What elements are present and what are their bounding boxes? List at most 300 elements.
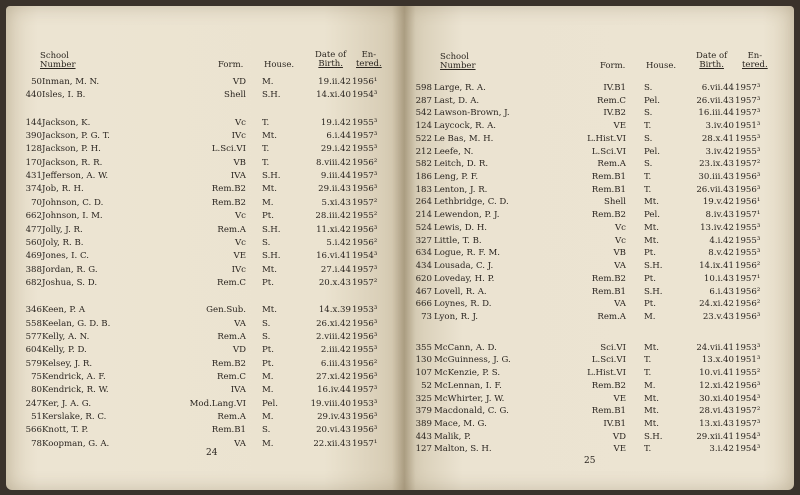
student-name: Jefferson, A. W. bbox=[42, 171, 109, 182]
student-name: Lousada, C. J. bbox=[434, 261, 494, 272]
student-name: Keelan, G. D. B. bbox=[42, 318, 111, 329]
form-value: Rem.B1 bbox=[591, 286, 626, 297]
house-value: S.H. bbox=[644, 286, 663, 297]
school-number: 558 bbox=[25, 318, 42, 329]
student-name: Joshua, S. D. bbox=[42, 277, 98, 288]
school-number: 582 bbox=[415, 159, 432, 170]
header-dob-line1: Date of bbox=[315, 50, 347, 60]
form-value: Rem.A bbox=[217, 224, 246, 235]
entered-value: 1957³ bbox=[352, 171, 378, 182]
header-school-number bbox=[40, 52, 76, 70]
entered-value: 1956² bbox=[352, 358, 378, 369]
student-name: Isles, I. B. bbox=[42, 90, 86, 101]
date-of-birth: 3.iv.42 bbox=[705, 146, 734, 157]
student-name: Lyon, R. J. bbox=[434, 311, 479, 322]
student-row bbox=[404, 146, 794, 158]
student-name: Kelly, P. D. bbox=[42, 345, 87, 356]
date-of-birth: 20.vi.43 bbox=[316, 425, 351, 436]
date-of-birth: 13.x.40 bbox=[701, 355, 734, 366]
header-school-line2: Number bbox=[440, 61, 476, 71]
school-number: 327 bbox=[415, 235, 432, 246]
student-name: Leng, P. F. bbox=[434, 172, 479, 183]
student-row bbox=[404, 120, 794, 132]
school-number: 560 bbox=[25, 237, 42, 248]
student-name: Kelly, A. N. bbox=[42, 331, 90, 342]
student-row bbox=[6, 183, 404, 195]
form-value: L.Hist.VI bbox=[587, 368, 626, 379]
school-number: 73 bbox=[421, 311, 432, 322]
house-value: M. bbox=[644, 311, 656, 322]
entered-value: 1955³ bbox=[735, 146, 761, 157]
form-value: Rem.A bbox=[597, 159, 626, 170]
date-of-birth: 14.ix.41 bbox=[699, 261, 734, 272]
house-value: Pt. bbox=[644, 273, 656, 284]
student-row bbox=[6, 398, 404, 410]
date-of-birth: 14.xi.40 bbox=[316, 90, 351, 101]
entered-value: 1956³ bbox=[352, 372, 378, 382]
date-of-birth: 12.xi.42 bbox=[699, 380, 734, 391]
date-of-birth: 5.xi.43 bbox=[321, 197, 351, 208]
date-of-birth: 29.iv.43 bbox=[317, 412, 351, 423]
student-name: Leefe, N. bbox=[434, 146, 474, 157]
date-of-birth: 24.xi.42 bbox=[699, 299, 734, 310]
date-of-birth: 8.v.42 bbox=[708, 248, 734, 259]
house-value: Mt. bbox=[644, 419, 659, 429]
date-of-birth: 28.x.41 bbox=[701, 133, 734, 144]
student-row bbox=[404, 171, 794, 183]
house-value: T. bbox=[262, 157, 270, 168]
student-name: Lewis, D. H. bbox=[434, 222, 488, 233]
entered-value: 1955³ bbox=[735, 133, 761, 144]
entered-value: 1955³ bbox=[352, 117, 378, 128]
school-number: 374 bbox=[25, 184, 42, 195]
header-date-of-birth bbox=[696, 52, 727, 70]
student-name: Kendrick, A. F. bbox=[42, 372, 106, 382]
form-value: VB bbox=[233, 157, 246, 168]
student-row bbox=[6, 237, 404, 249]
house-value: M. bbox=[262, 385, 274, 396]
school-number: 443 bbox=[415, 431, 432, 442]
student-row bbox=[6, 264, 404, 276]
date-of-birth: 10.vi.41 bbox=[699, 368, 734, 379]
date-of-birth: 9.iii.44 bbox=[320, 171, 351, 182]
student-name: Joly, R. B. bbox=[42, 237, 84, 248]
student-row bbox=[6, 130, 404, 142]
school-number: 51 bbox=[31, 412, 42, 423]
date-of-birth: 6.vii.44 bbox=[701, 83, 734, 93]
school-number: 542 bbox=[415, 108, 432, 119]
student-name: Jackson, R. R. bbox=[42, 157, 103, 168]
entered-value: 1953³ bbox=[735, 342, 761, 353]
entered-value: 1957³ bbox=[352, 131, 378, 142]
house-value: Pt. bbox=[262, 277, 274, 288]
date-of-birth: 8.viii.42 bbox=[316, 157, 351, 168]
entered-value: 1954³ bbox=[735, 444, 761, 455]
page-number: 25 bbox=[584, 456, 596, 466]
date-of-birth: 11.xi.42 bbox=[316, 224, 351, 235]
student-row bbox=[404, 95, 794, 107]
entered-value: 1955³ bbox=[735, 222, 761, 233]
date-of-birth: 19.ii.42 bbox=[318, 77, 351, 87]
entered-value: 1954³ bbox=[735, 393, 761, 404]
school-number: 666 bbox=[415, 299, 432, 310]
form-value: Vc bbox=[614, 235, 626, 246]
entered-value: 1957³ bbox=[352, 385, 378, 396]
house-value: Pel. bbox=[644, 146, 660, 157]
student-name: McWhirter, J. W. bbox=[434, 393, 505, 404]
student-name: Loveday, H. P. bbox=[434, 273, 495, 284]
student-row bbox=[404, 222, 794, 234]
form-value: Rem.A bbox=[597, 311, 626, 322]
school-number: 598 bbox=[415, 83, 432, 93]
form-value: VA bbox=[614, 299, 626, 310]
entered-value: 1953³ bbox=[352, 398, 378, 409]
house-value: Mt. bbox=[644, 342, 659, 353]
school-number: 212 bbox=[415, 146, 432, 157]
house-value: Pt. bbox=[644, 299, 656, 310]
student-row bbox=[6, 438, 404, 450]
house-value: Mt. bbox=[262, 305, 277, 316]
student-row bbox=[404, 247, 794, 259]
form-value: VA bbox=[614, 261, 626, 272]
school-number: 390 bbox=[25, 131, 42, 142]
form-value: IV.B1 bbox=[603, 83, 626, 93]
student-name: Inman, M. N. bbox=[42, 77, 100, 87]
form-value: VE bbox=[613, 393, 626, 404]
student-row bbox=[404, 235, 794, 247]
form-value: Vc bbox=[234, 117, 246, 128]
date-of-birth: 13.iv.42 bbox=[700, 222, 734, 233]
student-name: Jordan, R. G. bbox=[42, 264, 98, 275]
house-value: M. bbox=[262, 197, 274, 208]
header-date-of-birth bbox=[315, 51, 346, 69]
house-value: S. bbox=[262, 237, 271, 248]
entered-value: 1954³ bbox=[735, 431, 761, 442]
entered-value: 1957² bbox=[352, 197, 378, 208]
form-value: Rem.B2 bbox=[591, 380, 626, 391]
form-value: L.Sci.VI bbox=[591, 355, 626, 366]
school-number: 604 bbox=[25, 345, 42, 356]
date-of-birth: 14.x.39 bbox=[318, 305, 351, 316]
entered-value: 1956³ bbox=[352, 184, 378, 195]
header-dob-line2: Birth. bbox=[699, 60, 724, 70]
student-name: Lenton, J. R. bbox=[434, 184, 488, 195]
school-number: 52 bbox=[421, 380, 432, 391]
house-value: Pt. bbox=[644, 248, 656, 259]
school-number: 50 bbox=[31, 77, 42, 87]
student-row bbox=[404, 133, 794, 145]
student-name: Logue, R. F. M. bbox=[434, 248, 501, 259]
school-number: 325 bbox=[415, 393, 432, 404]
school-number: 170 bbox=[25, 157, 42, 168]
header-form: Form. bbox=[600, 61, 626, 71]
school-number: 434 bbox=[415, 261, 432, 272]
form-value: VD bbox=[232, 77, 246, 87]
entered-value: 1956¹ bbox=[735, 197, 761, 208]
student-row bbox=[6, 210, 404, 222]
house-value: Mt. bbox=[262, 131, 277, 142]
school-number: 477 bbox=[25, 224, 42, 235]
form-value: Mod.Lang.VI bbox=[189, 398, 246, 409]
date-of-birth: 26.xi.42 bbox=[316, 318, 351, 329]
house-value: M. bbox=[262, 438, 274, 449]
entered-value: 1954³ bbox=[352, 90, 378, 101]
student-row bbox=[6, 250, 404, 262]
student-name: Ker, J. A. G. bbox=[42, 398, 92, 409]
school-number: 634 bbox=[415, 248, 432, 259]
school-number: 389 bbox=[415, 419, 432, 429]
entered-value: 1955³ bbox=[735, 248, 761, 259]
header-house: House. bbox=[264, 60, 295, 70]
house-value: Pel. bbox=[262, 398, 278, 409]
form-value: Rem.A bbox=[217, 331, 246, 342]
house-value: S. bbox=[262, 425, 271, 436]
form-value: Rem.C bbox=[596, 95, 626, 106]
student-name: McKenzie, P. S. bbox=[434, 368, 501, 379]
student-row bbox=[6, 197, 404, 209]
house-value: Mt. bbox=[262, 184, 277, 195]
form-value: Rem.B2 bbox=[211, 184, 246, 195]
date-of-birth: 29.i.42 bbox=[320, 144, 351, 155]
student-name: Johnson, C. D. bbox=[42, 197, 104, 208]
form-value: Shell bbox=[603, 197, 626, 208]
date-of-birth: 16.iv.44 bbox=[317, 385, 351, 396]
school-number: 75 bbox=[31, 372, 42, 382]
house-value: Pt. bbox=[262, 358, 274, 369]
student-row bbox=[404, 298, 794, 310]
form-value: Rem.B1 bbox=[211, 425, 246, 436]
date-of-birth: 22.xii.43 bbox=[313, 438, 351, 449]
school-number: 214 bbox=[415, 210, 432, 221]
student-row bbox=[6, 344, 404, 356]
house-value: Mt. bbox=[644, 235, 659, 246]
house-value: S. bbox=[644, 159, 653, 170]
school-number: 524 bbox=[415, 222, 432, 233]
student-name: Kerslake, R. C. bbox=[42, 412, 107, 423]
student-row bbox=[6, 371, 404, 383]
house-value: T. bbox=[262, 117, 270, 128]
student-row bbox=[6, 157, 404, 169]
student-row bbox=[404, 418, 794, 430]
form-value: VE bbox=[613, 444, 626, 455]
student-row bbox=[404, 393, 794, 405]
entered-value: 1957² bbox=[735, 406, 761, 417]
school-number: 107 bbox=[415, 368, 432, 379]
student-row bbox=[6, 277, 404, 289]
entered-value: 1957¹ bbox=[352, 438, 378, 449]
entered-value: 1957³ bbox=[735, 83, 761, 93]
header-entered-line1: En- bbox=[747, 51, 763, 61]
school-number: 78 bbox=[31, 438, 42, 449]
school-number: 522 bbox=[415, 133, 432, 144]
form-value: VE bbox=[613, 121, 626, 132]
school-number: 662 bbox=[25, 211, 42, 222]
date-of-birth: 29.xii.41 bbox=[696, 431, 734, 442]
form-value: IVA bbox=[230, 171, 246, 182]
student-row bbox=[6, 331, 404, 343]
form-value: VB bbox=[613, 248, 626, 259]
date-of-birth: 3.i.42 bbox=[709, 444, 734, 455]
student-name: Job, R. H. bbox=[42, 184, 84, 195]
date-of-birth: 27.i.44 bbox=[320, 264, 351, 275]
student-name: McLennan, I. F. bbox=[434, 380, 502, 391]
student-row bbox=[404, 354, 794, 366]
form-value: IV.B1 bbox=[603, 419, 626, 429]
student-name: Last, D. A. bbox=[434, 95, 480, 106]
entered-value: 1957² bbox=[735, 159, 761, 170]
student-row bbox=[404, 405, 794, 417]
student-name: Johnson, I. M. bbox=[42, 211, 103, 222]
student-name: Mace, M. G. bbox=[434, 419, 487, 429]
student-name: McGuinness, J. G. bbox=[434, 355, 511, 366]
form-value: VA bbox=[234, 438, 246, 449]
date-of-birth: 16.iii.44 bbox=[698, 108, 734, 119]
school-number: 346 bbox=[25, 305, 42, 316]
date-of-birth: 30.iii.43 bbox=[698, 172, 734, 183]
student-name: Large, R. A. bbox=[434, 83, 486, 93]
header-entered-line2: tered. bbox=[742, 60, 768, 70]
form-value: Rem.C bbox=[216, 372, 246, 382]
entered-value: 1956³ bbox=[352, 331, 378, 342]
school-number: 186 bbox=[415, 172, 432, 183]
student-row bbox=[6, 424, 404, 436]
house-value: S. bbox=[644, 108, 653, 119]
entered-value: 1957³ bbox=[735, 95, 761, 106]
house-value: M. bbox=[262, 372, 274, 382]
form-value: VA bbox=[234, 318, 246, 329]
house-value: S. bbox=[262, 318, 271, 329]
entered-value: 1953³ bbox=[352, 305, 378, 316]
entered-value: 1956³ bbox=[352, 412, 378, 423]
form-value: Gen.Sub. bbox=[206, 305, 246, 316]
form-value: IV.B2 bbox=[603, 108, 626, 119]
date-of-birth: 28.iii.42 bbox=[315, 211, 351, 222]
form-value: Sci.VI bbox=[600, 342, 626, 353]
student-row bbox=[6, 224, 404, 236]
student-row bbox=[6, 384, 404, 396]
house-value: S.H. bbox=[262, 224, 281, 235]
date-of-birth: 5.i.42 bbox=[326, 237, 351, 248]
school-number: 469 bbox=[25, 251, 42, 262]
student-row bbox=[404, 286, 794, 298]
date-of-birth: 28.vi.43 bbox=[699, 406, 734, 417]
student-name: Little, T. B. bbox=[434, 235, 482, 246]
student-name: Jackson, K. bbox=[42, 117, 91, 128]
date-of-birth: 4.i.42 bbox=[709, 235, 734, 246]
student-name: Macdonald, C. G. bbox=[434, 406, 509, 417]
school-number: 467 bbox=[415, 286, 432, 297]
date-of-birth: 23.ix.43 bbox=[699, 159, 734, 170]
school-number: 431 bbox=[25, 171, 42, 182]
date-of-birth: 19.viii.40 bbox=[310, 398, 351, 409]
date-of-birth: 23.v.43 bbox=[702, 311, 734, 322]
entered-value: 1957¹ bbox=[735, 273, 761, 284]
student-name: Malton, S. H. bbox=[434, 444, 492, 455]
school-number: 566 bbox=[25, 425, 42, 436]
student-row bbox=[404, 260, 794, 272]
house-value: Mt. bbox=[262, 264, 277, 275]
house-value: S.H. bbox=[644, 431, 663, 442]
header-school-line1: School bbox=[40, 51, 70, 61]
student-name: Jolly, J. R. bbox=[42, 224, 83, 235]
left-page bbox=[6, 6, 404, 490]
student-row bbox=[6, 117, 404, 129]
student-name: Kelsey, J. R. bbox=[42, 358, 93, 369]
house-value: T. bbox=[644, 172, 652, 183]
house-value: T. bbox=[644, 368, 652, 379]
date-of-birth: 6.i.43 bbox=[709, 286, 734, 297]
school-number: 264 bbox=[415, 197, 432, 208]
header-school-line1: School bbox=[440, 52, 470, 62]
house-value: T. bbox=[644, 121, 652, 132]
house-value: Mt. bbox=[644, 222, 659, 233]
student-row bbox=[6, 411, 404, 423]
entered-value: 1956³ bbox=[352, 224, 378, 235]
entered-value: 1957³ bbox=[735, 419, 761, 429]
student-name: Laycock, R. A. bbox=[434, 121, 497, 132]
house-value: M. bbox=[262, 77, 274, 87]
student-name: Kendrick, R. W. bbox=[42, 385, 109, 396]
form-value: L.Sci.VI bbox=[591, 146, 626, 157]
student-name: Jackson, P. H. bbox=[42, 144, 101, 155]
student-name: Lethbridge, C. D. bbox=[434, 197, 509, 208]
form-value: VD bbox=[612, 431, 626, 442]
entered-value: 1957³ bbox=[735, 108, 761, 119]
date-of-birth: 26.vii.43 bbox=[696, 184, 734, 195]
school-number: 577 bbox=[25, 331, 42, 342]
form-value: Vc bbox=[234, 211, 246, 222]
student-row bbox=[6, 89, 404, 101]
header-dob-line2: Birth. bbox=[318, 59, 343, 69]
date-of-birth: 24.vii.41 bbox=[696, 342, 734, 353]
student-row bbox=[6, 304, 404, 316]
house-value: S. bbox=[644, 133, 653, 144]
entered-value: 1956² bbox=[352, 157, 378, 168]
form-value: L.Hist.VI bbox=[587, 133, 626, 144]
entered-value: 1955³ bbox=[352, 144, 378, 155]
house-value: M. bbox=[644, 380, 656, 391]
house-value: S.H. bbox=[644, 261, 663, 272]
house-value: S.H. bbox=[262, 90, 281, 101]
student-row bbox=[404, 311, 794, 323]
school-number: 128 bbox=[25, 144, 42, 155]
form-value: Rem.B2 bbox=[211, 358, 246, 369]
student-row bbox=[404, 158, 794, 170]
student-row bbox=[404, 380, 794, 392]
student-row bbox=[6, 170, 404, 182]
house-value: Mt. bbox=[644, 406, 659, 417]
student-name: Lovell, R. A. bbox=[434, 286, 487, 297]
entered-value: 1951³ bbox=[735, 121, 761, 132]
date-of-birth: 8.iv.43 bbox=[705, 210, 734, 221]
house-value: S.H. bbox=[262, 251, 281, 262]
date-of-birth: 6.i.44 bbox=[326, 131, 351, 142]
header-school-number bbox=[440, 53, 476, 71]
form-value: Rem.B2 bbox=[211, 197, 246, 208]
house-value: M. bbox=[262, 412, 274, 423]
house-value: Mt. bbox=[644, 197, 659, 208]
form-value: IVc bbox=[231, 131, 246, 142]
entered-value: 1956² bbox=[352, 237, 378, 248]
entered-value: 1955³ bbox=[735, 235, 761, 246]
date-of-birth: 13.xi.43 bbox=[699, 419, 734, 429]
house-value: Pel. bbox=[644, 95, 660, 106]
date-of-birth: 2.viii.42 bbox=[316, 331, 351, 342]
student-row bbox=[404, 443, 794, 455]
entered-value: 1957³ bbox=[352, 264, 378, 275]
date-of-birth: 19.i.42 bbox=[320, 117, 351, 128]
date-of-birth: 20.x.43 bbox=[318, 277, 351, 288]
